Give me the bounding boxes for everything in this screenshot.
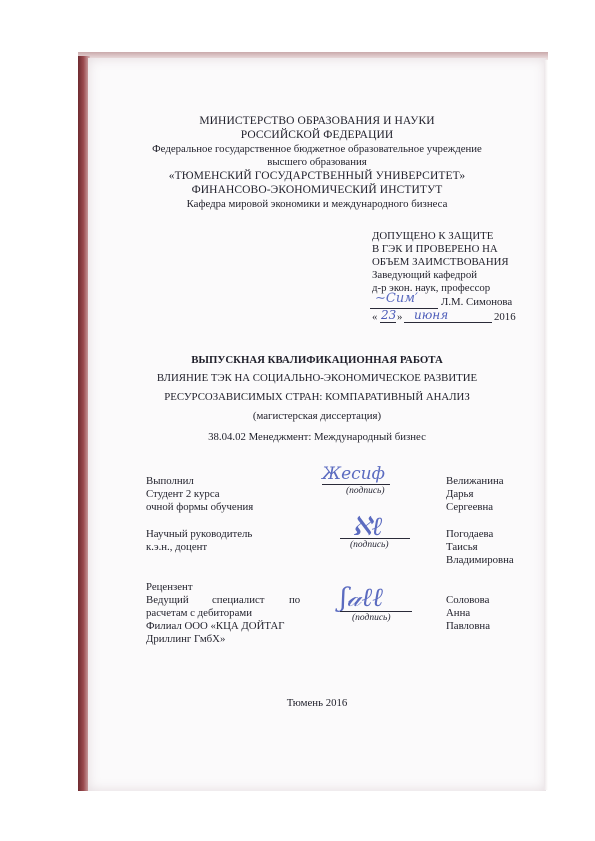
student-name-1: Велижанина <box>446 475 504 487</box>
university-name: «ТЮМЕНСКИЙ ГОСУДАРСТВЕННЫЙ УНИВЕРСИТЕТ» <box>168 170 466 182</box>
institution-line-2: высшего образования <box>267 156 367 168</box>
city-year: Тюмень 2016 <box>286 697 348 709</box>
approval-date-month: июня <box>414 308 449 322</box>
supervisor-signature-icon: ℵℓ <box>352 512 383 542</box>
reviewer-signature-line <box>340 611 412 612</box>
student-signature-line <box>322 484 390 485</box>
reviewer-name-1: Соловова <box>446 594 490 606</box>
approval-line-3: ОБЪЕМ ЗАИМСТВОВАНИЯ <box>372 256 509 268</box>
ministry-line-1: МИНИСТЕРСТВО ОБРАЗОВАНИЯ И НАУКИ <box>199 115 435 127</box>
student-name-2: Дарья <box>446 488 474 500</box>
student-name-3: Сергеевна <box>446 501 494 513</box>
supervisor-name-1: Погодаева <box>446 528 494 540</box>
student-role-3: очной формы обучения <box>146 501 254 513</box>
program-line: 38.04.02 Менеджмент: Международный бизнес <box>208 431 426 443</box>
ministry-line-2: РОССИЙСКОЙ ФЕДЕРАЦИИ <box>240 129 394 141</box>
supervisor-name-2: Таисья <box>446 541 478 553</box>
department-name: Кафедра мировой экономики и международного бизнеса <box>186 198 448 210</box>
supervisor-signature-line <box>340 538 410 539</box>
reviewer-role-4: Филиал ООО «КЦА ДОЙТАГ <box>146 620 285 632</box>
student-signature-icon: Жесиф <box>322 464 385 484</box>
institution-line-1: Федеральное государственное бюджетное образовательное учреждение <box>152 143 482 155</box>
approval-date-day: 23 <box>381 308 397 322</box>
student-role-2: Студент 2 курса <box>146 488 220 500</box>
topic-line-1: ВЛИЯНИЕ ТЭК НА СОЦИАЛЬНО-ЭКОНОМИЧЕСКОЕ РАЗВИТИЕ <box>156 372 478 384</box>
approval-quote-open: « <box>372 311 378 323</box>
supervisor-name-3: Владимировна <box>446 554 514 566</box>
approval-degree: д-р экон. наук, профессор <box>372 282 491 294</box>
reviewer-signature-icon: ʃ𝒶ℓℓ <box>340 583 383 613</box>
approval-signature-icon: ∼Сим′ <box>375 291 418 306</box>
approval-line-2: В ГЭК И ПРОВЕРЕНО НА <box>372 243 498 255</box>
date-day-line <box>380 322 396 323</box>
reviewer-signature-caption: (подпись) <box>352 613 391 623</box>
approval-line-1: ДОПУЩЕНО К ЗАЩИТЕ <box>372 230 494 242</box>
approval-quote-close: » <box>397 311 403 323</box>
supervisor-role-2: к.э.н., доцент <box>146 541 208 553</box>
work-type-title: ВЫПУСКНАЯ КВАЛИФИКАЦИОННАЯ РАБОТА <box>191 354 443 366</box>
approval-head-title: Заведующий кафедрой <box>372 269 478 281</box>
reviewer-role-2b: специалист <box>212 594 265 606</box>
approval-date-year: 2016 <box>494 311 516 323</box>
student-role-1: Выполнил <box>146 475 194 487</box>
student-signature-caption: (подпись) <box>346 486 385 496</box>
reviewer-role-2c: по <box>289 594 301 606</box>
approval-head-name: Л.М. Симонова <box>441 296 513 308</box>
reviewer-role-1: Рецензент <box>146 581 193 593</box>
dissertation-subtitle: (магистерская диссертация) <box>252 410 382 422</box>
reviewer-role-3: расчетам с дебиторами <box>146 607 252 619</box>
institute-name: ФИНАНСОВО-ЭКОНОМИЧЕСКИЙ ИНСТИТУТ <box>191 184 443 196</box>
supervisor-signature-caption: (подпись) <box>350 540 389 550</box>
topic-line-2: РЕСУРСОЗАВИСИМЫХ СТРАН: КОМПАРАТИВНЫЙ АНАЛИЗ <box>164 391 470 403</box>
supervisor-role-1: Научный руководитель <box>146 528 253 540</box>
date-month-line <box>404 322 492 323</box>
reviewer-role-5: Дриллинг ГмбХ» <box>146 633 226 645</box>
reviewer-name-2: Анна <box>446 607 471 619</box>
reviewer-role-2a: Ведущий <box>146 594 189 606</box>
reviewer-name-3: Павловна <box>446 620 490 632</box>
